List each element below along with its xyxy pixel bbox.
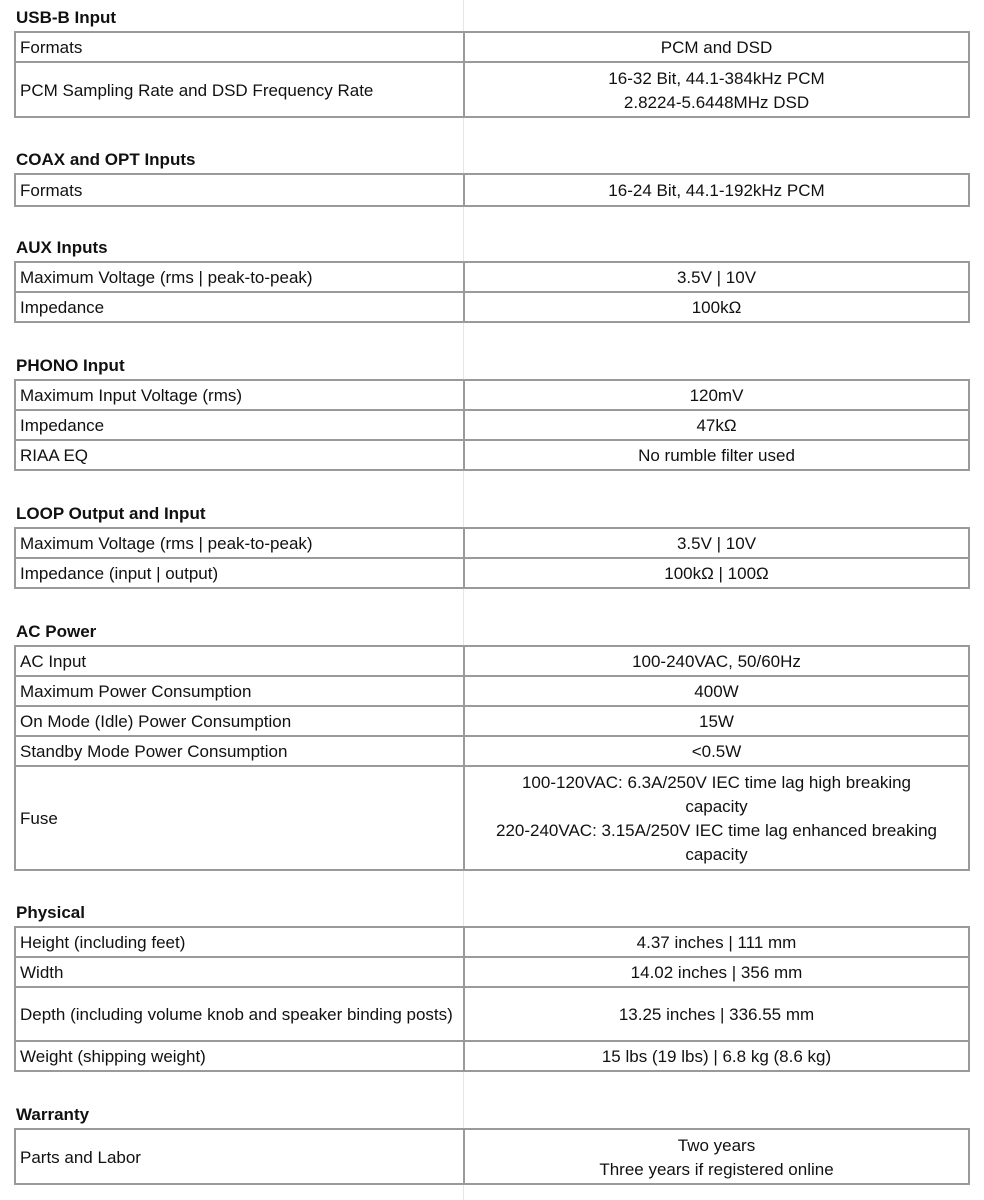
spec-value — [464, 766, 969, 870]
table-row — [15, 262, 969, 292]
table-row — [15, 410, 969, 440]
spec-value — [464, 62, 969, 117]
spec-value-line: Two years — [677, 1135, 756, 1155]
spec-value — [464, 646, 969, 676]
table-row — [15, 957, 969, 987]
section-usb-b-input — [14, 8, 968, 118]
spec-value — [464, 528, 969, 558]
table-row — [15, 1041, 969, 1071]
section-aux-inputs — [14, 238, 968, 323]
spec-label: Maximum Voltage (rms | peak-to-peak) — [15, 528, 464, 558]
section-coax-opt-inputs — [14, 150, 968, 207]
table-row — [15, 676, 969, 706]
spec-table — [14, 527, 970, 589]
table-row — [15, 174, 969, 206]
spec-value — [464, 32, 969, 62]
spec-value-line: <0.5W — [691, 742, 742, 761]
section-title: AUX Inputs — [16, 238, 108, 257]
spec-table — [14, 645, 970, 871]
section-title: AC Power — [16, 622, 97, 641]
spec-value-line: 15 lbs (19 lbs) | 6.8 kg (8.6 kg) — [601, 1047, 832, 1066]
section-title: USB-B Input — [16, 8, 117, 27]
spec-value — [464, 262, 969, 292]
spec-value — [464, 558, 969, 588]
spec-label: Impedance — [15, 410, 464, 440]
spec-label: Impedance — [15, 292, 464, 322]
spec-value — [464, 1041, 969, 1071]
section-warranty — [14, 1105, 968, 1185]
spec-value — [464, 927, 969, 957]
table-row — [15, 706, 969, 736]
spec-value-line: 120mV — [689, 386, 744, 405]
spec-value-line: 100kΩ | 100Ω — [664, 564, 769, 583]
spec-value-line: 400W — [694, 682, 739, 701]
spec-label: PCM Sampling Rate and DSD Frequency Rate — [15, 62, 464, 117]
table-row — [15, 380, 969, 410]
table-row — [15, 292, 969, 322]
section-ac-power — [14, 622, 968, 871]
table-row — [15, 62, 969, 117]
spec-value — [464, 174, 969, 206]
spec-value — [464, 292, 969, 322]
spec-value — [464, 706, 969, 736]
table-row — [15, 646, 969, 676]
spec-value-line: 4.37 inches | 111 mm — [636, 933, 797, 952]
spec-label: Maximum Voltage (rms | peak-to-peak) — [15, 262, 464, 292]
spec-value-line: PCM and DSD — [660, 38, 773, 57]
spec-value-line: 3.5V | 10V — [676, 268, 757, 287]
spec-value-line: Three years if registered online — [599, 1159, 834, 1179]
spec-value-line: 15W — [699, 712, 734, 731]
table-row — [15, 766, 969, 870]
spec-label: Formats — [15, 174, 464, 206]
spec-value — [464, 410, 969, 440]
spec-label: Maximum Input Voltage (rms) — [15, 380, 464, 410]
spec-label: Formats — [15, 32, 464, 62]
spec-table — [14, 926, 970, 1072]
spec-label: RIAA EQ — [15, 440, 464, 470]
spec-value — [464, 1129, 969, 1184]
spec-value-line: capacity — [685, 845, 748, 864]
spec-table — [14, 31, 970, 118]
spec-label: Fuse — [15, 766, 464, 870]
spec-value — [464, 440, 969, 470]
table-row — [15, 987, 969, 1041]
spec-table — [14, 173, 970, 207]
table-row — [15, 558, 969, 588]
spec-label: AC Input — [15, 646, 464, 676]
spec-value-line: 16-32 Bit, 44.1-384kHz PCM — [608, 68, 825, 88]
section-title: PHONO Input — [16, 356, 125, 375]
spec-value-line: 100-240VAC, 50/60Hz — [632, 652, 801, 671]
section-title: Warranty — [16, 1105, 90, 1124]
spec-label: Weight (shipping weight) — [15, 1041, 464, 1071]
table-row — [15, 440, 969, 470]
spec-value-line: 47kΩ — [696, 416, 737, 435]
table-row — [15, 927, 969, 957]
spec-label: Parts and Labor — [15, 1129, 464, 1184]
spec-value-line: 16-24 Bit, 44.1-192kHz PCM — [608, 181, 825, 200]
spec-value-line: 3.5V | 10V — [676, 534, 757, 553]
section-title: Physical — [16, 903, 85, 922]
spec-value — [464, 987, 969, 1041]
spec-value — [464, 736, 969, 766]
spec-value — [464, 676, 969, 706]
spec-value-line: 100-120VAC: 6.3A/250V IEC time lag high breaking — [521, 773, 912, 792]
spec-value-line: 2.8224-5.6448MHz DSD — [623, 92, 810, 112]
section-loop-output-input — [14, 504, 968, 589]
spec-value-line: 220-240VAC: 3.15A/250V IEC time lag enhanced breaking — [495, 821, 938, 840]
spec-value-line: No rumble filter used — [638, 446, 795, 465]
table-row — [15, 1129, 969, 1184]
spec-label: Impedance (input | output) — [15, 558, 464, 588]
spec-table — [14, 261, 970, 323]
section-title: LOOP Output and Input — [16, 504, 206, 523]
table-row — [15, 32, 969, 62]
spec-label: Depth (including volume knob and speaker binding posts) — [15, 987, 464, 1041]
spec-value — [464, 957, 969, 987]
section-phono-input — [14, 356, 968, 471]
spec-value-line: 13.25 inches | 336.55 mm — [618, 1005, 815, 1024]
spec-table — [14, 1128, 970, 1185]
spec-value-line: 100kΩ — [691, 298, 742, 317]
section-title: COAX and OPT Inputs — [16, 150, 196, 169]
spec-value-line: capacity — [685, 797, 748, 816]
spec-label: Width — [15, 957, 464, 987]
table-row — [15, 736, 969, 766]
spec-value-line: 14.02 inches | 356 mm — [630, 963, 803, 982]
spec-label: Height (including feet) — [15, 927, 464, 957]
spec-label: On Mode (Idle) Power Consumption — [15, 706, 464, 736]
table-row — [15, 528, 969, 558]
spec-value — [464, 380, 969, 410]
section-physical — [14, 903, 968, 1072]
spec-label: Maximum Power Consumption — [15, 676, 464, 706]
spec-table — [14, 379, 970, 471]
spec-label: Standby Mode Power Consumption — [15, 736, 464, 766]
